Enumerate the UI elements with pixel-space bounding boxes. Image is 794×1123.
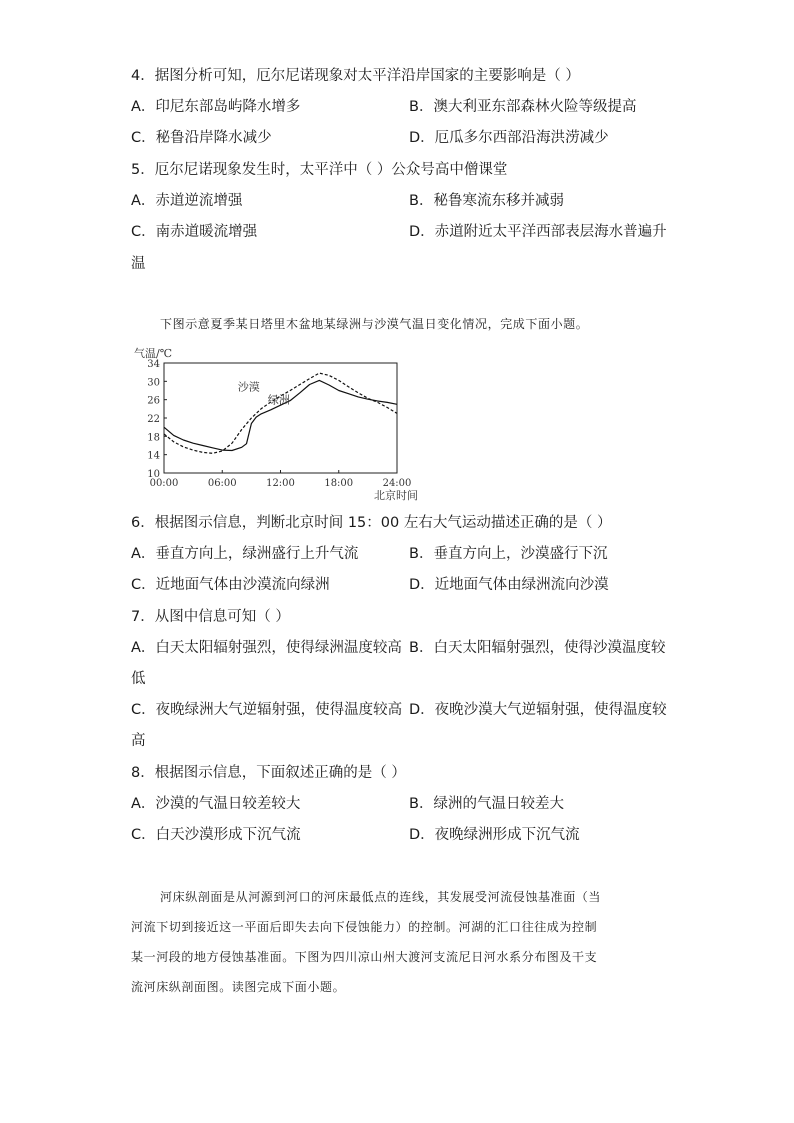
y-tick-label: 14: [147, 450, 160, 462]
river-intro-line-2: 河流下切到接近这一平面后即失去向下侵蚀能力）的控制。河湖的汇口往往成为控制: [131, 920, 598, 934]
river-intro-line-4: 流河床纵剖面图。读图完成下面小题。: [131, 980, 346, 994]
chart-intro-text: 下图示意夏季某日塔里木盆地某绿洲与沙漠气温日变化情况，完成下面小题。: [160, 317, 589, 331]
q4-option-b: B．澳大利亚东部森林火险等级提高: [409, 99, 637, 115]
x-tick-label: 18:00: [324, 478, 354, 489]
q7-option-b: B．白天太阳辐射强烈，使得沙漠温度较: [409, 640, 666, 656]
y-tick-label: 30: [147, 377, 160, 389]
q5-option-d-continued: 温: [131, 256, 146, 272]
q5-option-b: B．秘鲁寒流东移并减弱: [409, 193, 564, 209]
temperature-chart: [128, 343, 428, 505]
plot-frame: [164, 363, 397, 473]
q5-option-c: C．南赤道暖流增强: [131, 224, 258, 240]
x-tick-label: 06:00: [207, 478, 237, 489]
y-tick-label: 22: [147, 414, 160, 425]
q7-option-c: C．夜晚绿洲大气逆辐射强，使得温度较高: [131, 702, 403, 718]
y-axis-label: 气温/℃: [134, 347, 173, 360]
q4-option-d: D．厄瓜多尔西部沿海洪涝减少: [409, 130, 609, 146]
series-label: 绿洲: [267, 393, 290, 407]
q7-option-b-continued: 低: [131, 671, 146, 687]
q6-option-a: A．垂直方向上，绿洲盛行上升气流: [131, 546, 359, 562]
q7-option-a: A．白天太阳辐射强烈，使得绿洲温度较高: [131, 640, 402, 656]
y-tick-label: 34: [147, 359, 160, 370]
y-tick-label: 10: [147, 469, 160, 480]
oasis-series-line: [164, 380, 397, 450]
q5-option-a: A．赤道逆流增强: [131, 193, 243, 209]
x-tick-label: 12:00: [266, 478, 295, 489]
q7-stem: 7．从图中信息可知（ ）: [131, 609, 290, 625]
q8-option-d: D．夜晚绿洲形成下沉气流: [409, 827, 580, 843]
y-tick-label: 26: [147, 395, 160, 407]
q8-option-b: B．绿洲的气温日较差大: [409, 796, 564, 812]
q4-option-a: A．印尼东部岛屿降水增多: [131, 99, 301, 115]
q6-option-d: D．近地面气体由绿洲流向沙漠: [409, 577, 609, 593]
x-tick-label: 00:00: [149, 478, 179, 489]
q6-option-b: B．垂直方向上，沙漠盛行下沉: [409, 546, 608, 562]
q8-option-c: C．白天沙漠形成下沉气流: [131, 827, 301, 843]
q6-stem: 6．根据图示信息，判断北京时间 15：00 左右大气运动描述正确的是（ ）: [131, 515, 612, 531]
series-label: 沙漠: [237, 380, 260, 394]
x-axis-label: 北京时间: [374, 489, 418, 502]
q8-option-a: A．沙漠的气温日较差较大: [131, 796, 301, 812]
x-tick-label: 24:00: [382, 478, 412, 489]
q7-option-d-continued: 高: [131, 733, 146, 749]
q5-stem: 5．厄尔尼诺现象发生时，太平洋中（ ）公众号高中僧课堂: [131, 162, 508, 178]
q8-stem: 8．根据图示信息，下面叙述正确的是（ ）: [131, 765, 406, 781]
y-tick-label: 18: [147, 432, 160, 444]
q5-option-d: D．赤道附近太平洋西部表层海水普遍升: [409, 224, 667, 240]
q7-option-d: D．夜晚沙漠大气逆辐射强，使得温度较: [409, 702, 667, 718]
river-intro-line-1: 河床纵剖面是从河源到河口的河床最低点的连线，其发展受河流侵蚀基准面（当: [160, 890, 602, 904]
q4-stem: 4．据图分析可知，厄尔尼诺现象对太平洋沿岸国家的主要影响是（ ）: [131, 68, 580, 84]
series-lines: [164, 373, 397, 453]
q4-option-c: C．秘鲁沿岸降水减少: [131, 130, 272, 146]
desert-series-line: [164, 373, 397, 453]
river-intro-line-3: 某一河段的地方侵蚀基准面。下图为四川凉山州大渡河支流尼日河水系分布图及干支: [131, 950, 598, 964]
series-labels: [238, 380, 290, 407]
q6-option-c: C．近地面气体由沙漠流向绿洲: [131, 577, 330, 593]
